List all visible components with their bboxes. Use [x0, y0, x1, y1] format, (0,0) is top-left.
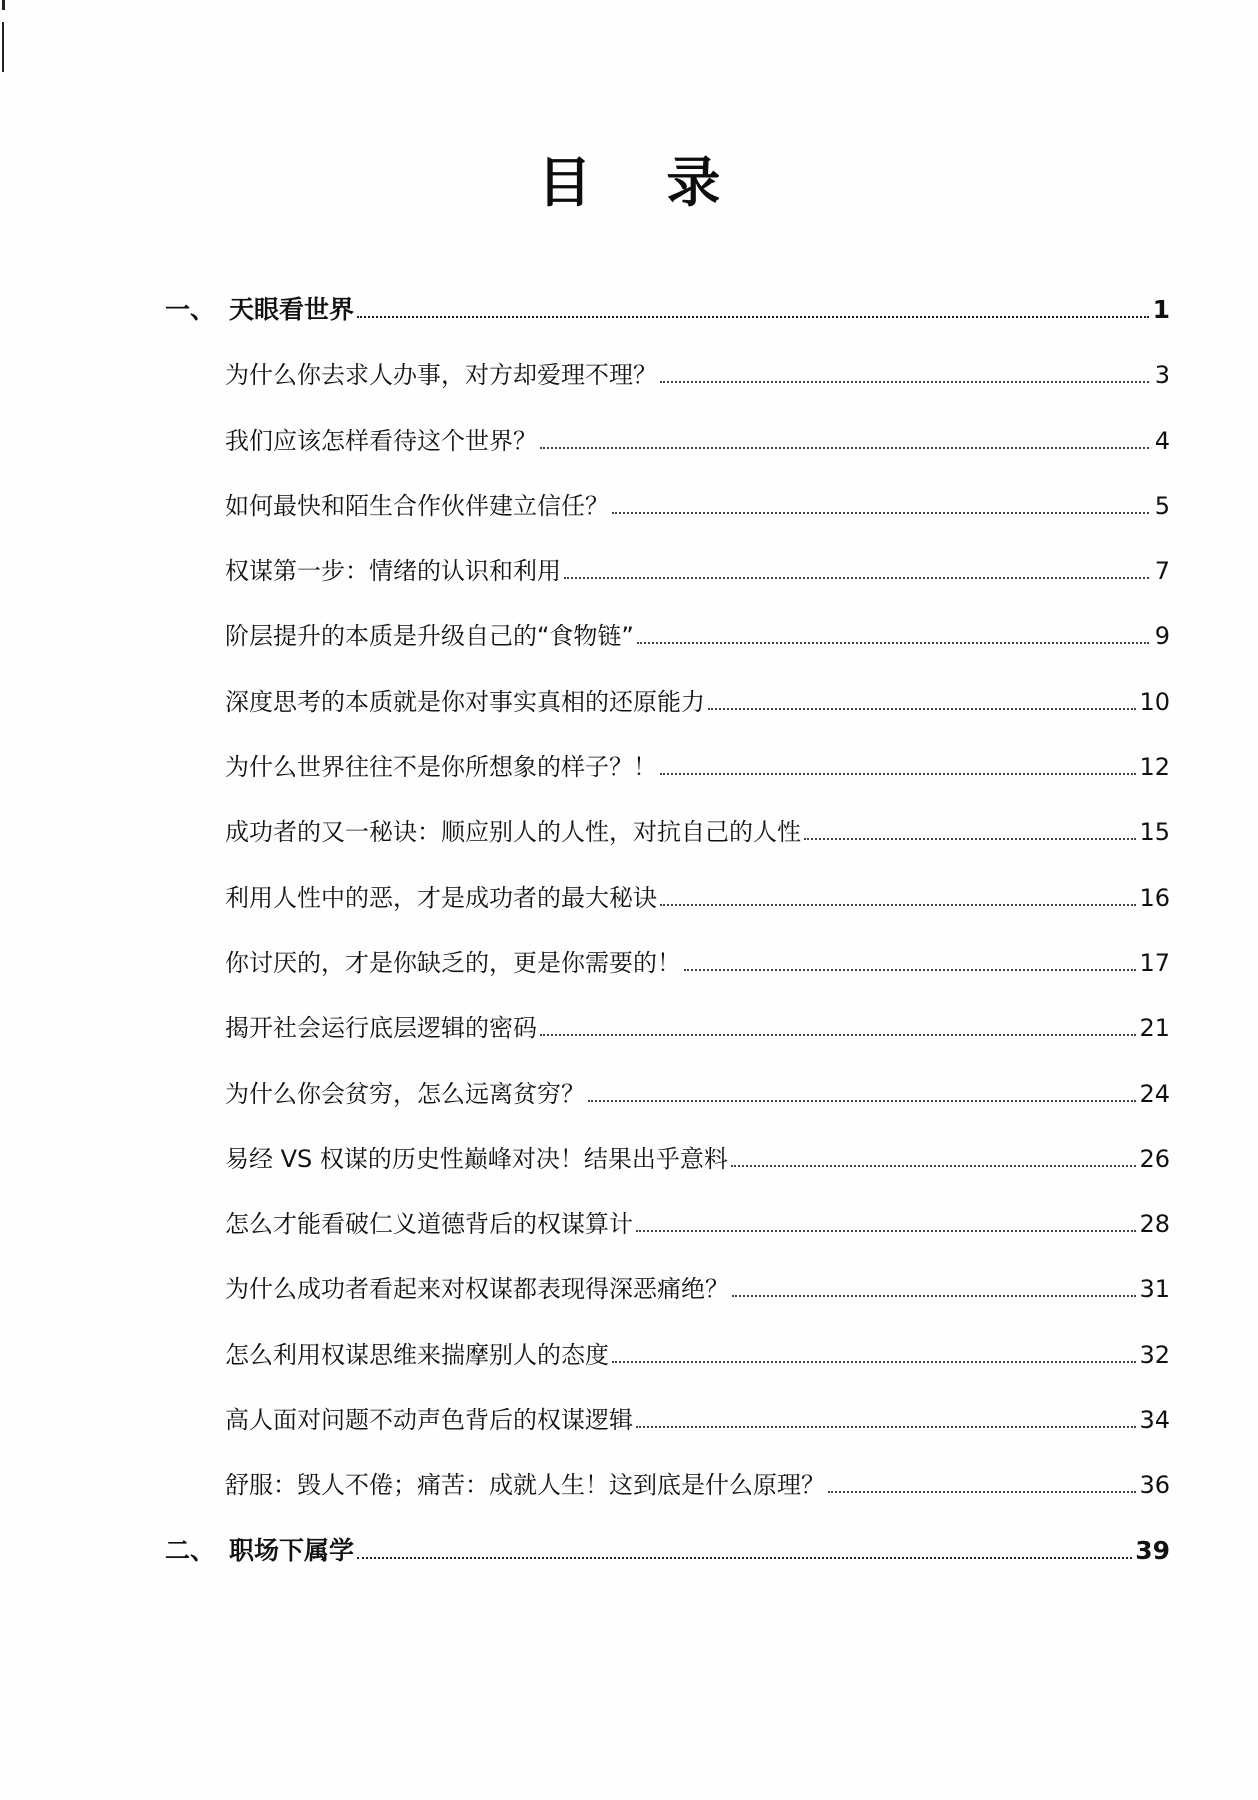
section-title: 利用人性中的恶，才是成功者的最大秘诀	[225, 883, 657, 912]
dot-leader	[612, 1361, 1136, 1363]
toc-section-entry[interactable]	[165, 390, 1170, 455]
toc-section-entry[interactable]	[165, 1370, 1170, 1435]
dot-leader	[732, 1295, 1136, 1297]
chapter-number: 二、	[165, 1535, 216, 1565]
section-title: 为什么成功者看起来对权谋都表现得深恶痛绝？	[225, 1275, 729, 1304]
section-title: 为什么世界往往不是你所想象的样子？！	[225, 753, 657, 782]
page-number: 32	[1139, 1340, 1170, 1369]
page-number: 3	[1154, 361, 1170, 390]
toc-section-entry[interactable]	[165, 1435, 1170, 1500]
section-title: 如何最快和陌生合作伙伴建立信任？	[225, 491, 609, 520]
section-title: 易经 VS 权谋的历史性巅峰对决！结果出乎意料	[225, 1144, 728, 1173]
toc-chapter-entry[interactable]	[165, 295, 1170, 325]
dot-leader	[357, 316, 1149, 318]
table-of-contents	[165, 295, 1170, 1566]
page-title: 目 录	[537, 151, 749, 214]
section-title: 我们应该怎样看待这个世界？	[225, 426, 537, 455]
dot-leader	[588, 1100, 1136, 1102]
section-title: 怎么才能看破仁义道德背后的权谋算计	[225, 1210, 633, 1239]
dot-leader	[636, 1230, 1136, 1232]
section-title: 舒服：毁人不倦；痛苦：成就人生！这到底是什么原理？	[225, 1471, 825, 1500]
page-number: 15	[1139, 818, 1170, 847]
page-number: 28	[1139, 1210, 1170, 1239]
toc-section-entry[interactable]	[165, 1174, 1170, 1239]
dot-leader	[637, 642, 1149, 644]
toc-section-entry[interactable]	[165, 978, 1170, 1043]
toc-section-entry[interactable]	[165, 782, 1170, 847]
page-number: 34	[1139, 1406, 1170, 1435]
scan-edge-mark	[2, 0, 5, 10]
section-title: 阶层提升的本质是升级自己的“食物链”	[225, 622, 634, 651]
toc-section-entry[interactable]	[165, 1304, 1170, 1369]
page-number: 10	[1139, 687, 1170, 716]
page-number: 31	[1139, 1275, 1170, 1304]
dot-leader	[540, 1034, 1136, 1036]
dot-leader	[540, 447, 1149, 449]
page-number: 9	[1154, 622, 1170, 651]
dot-leader	[357, 1557, 1132, 1559]
scan-edge-mark	[2, 22, 4, 72]
dot-leader	[804, 838, 1136, 840]
page-number: 26	[1139, 1144, 1170, 1173]
page-number: 5	[1154, 491, 1170, 520]
toc-chapter-entry[interactable]	[165, 1500, 1170, 1565]
toc-section-entry[interactable]	[165, 717, 1170, 782]
section-title: 你讨厌的，才是你缺乏的，更是你需要的！	[225, 948, 681, 977]
dot-leader	[708, 708, 1136, 710]
chapter-title: 职场下属学	[229, 1535, 355, 1565]
section-title: 为什么你去求人办事，对方却爱理不理？	[225, 361, 657, 390]
section-title: 为什么你会贫穷，怎么远离贫穷？	[225, 1079, 585, 1108]
page-number: 1	[1152, 295, 1170, 324]
dot-leader	[636, 1426, 1136, 1428]
section-title: 怎么利用权谋思维来揣摩别人的态度	[225, 1340, 609, 1369]
chapter-title: 天眼看世界	[229, 295, 355, 324]
toc-section-entry[interactable]	[165, 521, 1170, 586]
page-number: 21	[1139, 1014, 1170, 1043]
section-title: 揭开社会运行底层逻辑的密码	[225, 1014, 537, 1043]
toc-section-entry[interactable]	[165, 1109, 1170, 1174]
toc-section-entry[interactable]	[165, 651, 1170, 716]
section-title: 深度思考的本质就是你对事实真相的还原能力	[225, 687, 705, 716]
dot-leader	[731, 1165, 1137, 1167]
page-number: 24	[1139, 1079, 1170, 1108]
page-number: 39	[1135, 1535, 1170, 1565]
toc-section-entry[interactable]	[165, 847, 1170, 912]
page-number: 12	[1139, 753, 1170, 782]
dot-leader	[660, 904, 1136, 906]
page-number: 4	[1154, 426, 1170, 455]
chapter-number: 一、	[165, 295, 216, 324]
section-title: 成功者的又一秘诀：顺应别人的人性，对抗自己的人性	[225, 818, 801, 847]
toc-section-entry[interactable]	[165, 325, 1170, 390]
toc-section-entry[interactable]	[165, 586, 1170, 651]
dot-leader	[684, 969, 1136, 971]
page-number: 17	[1139, 948, 1170, 977]
dot-leader	[612, 512, 1149, 514]
toc-section-entry[interactable]	[165, 913, 1170, 978]
toc-section-entry[interactable]	[165, 1239, 1170, 1304]
dot-leader	[660, 773, 1136, 775]
toc-section-entry[interactable]	[165, 1043, 1170, 1108]
page-number: 16	[1139, 883, 1170, 912]
page-number: 36	[1139, 1471, 1170, 1500]
page-number: 7	[1154, 557, 1170, 586]
toc-section-entry[interactable]	[165, 456, 1170, 521]
section-title: 权谋第一步：情绪的认识和利用	[225, 557, 561, 586]
section-title: 高人面对问题不动声色背后的权谋逻辑	[225, 1406, 633, 1435]
dot-leader	[660, 381, 1149, 383]
dot-leader	[564, 577, 1149, 579]
dot-leader	[828, 1491, 1136, 1493]
